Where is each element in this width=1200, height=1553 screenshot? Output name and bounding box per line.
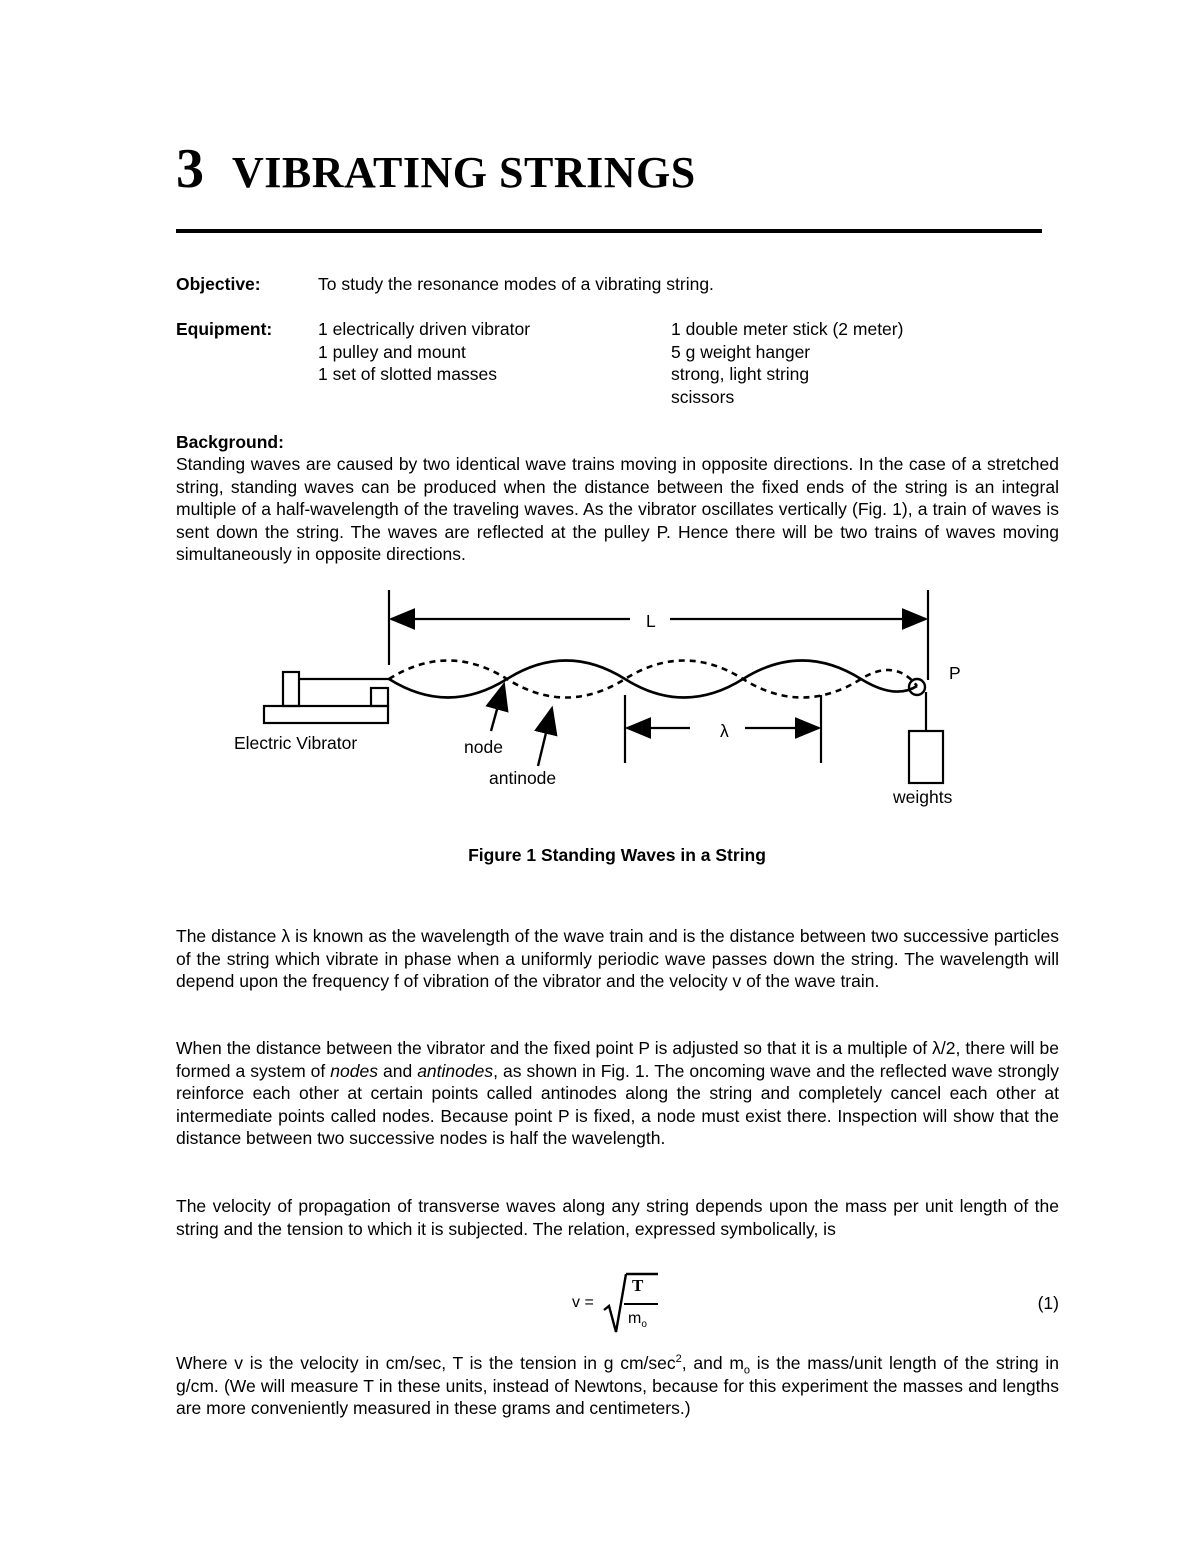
units-superscript: 2 [675, 1353, 682, 1366]
units-subscript: o [743, 1364, 751, 1377]
background-label: Background: [176, 432, 284, 452]
label-lambda: λ [720, 721, 729, 741]
velocity-paragraph: The velocity of propagation of transverse waves along any string depends upon the mass per unit length of the string and the tension to which it is subjected. The relation, expressed symbolically, is [176, 1196, 1059, 1239]
equation-denominator: $m_o$ [628, 1310, 647, 1331]
vibrator-post [283, 672, 299, 706]
equation-lhs: v = [572, 1294, 594, 1311]
weights-block [909, 731, 943, 783]
label-vibrator: Electric Vibrator [234, 733, 358, 753]
antinode-pointer [538, 708, 552, 766]
label-p: P [949, 663, 961, 683]
label-node: node [464, 737, 503, 757]
equation-numerator: T [632, 1276, 644, 1295]
units-text-a: Where v is the velocity in cm/sec, T is the tension in g cm/sec [176, 1353, 676, 1373]
nodes-text-b: and [377, 1060, 418, 1081]
figure-caption: Figure 1 Standing Waves in a String [468, 845, 766, 865]
equipment-item: 1 electrically driven vibrator [318, 319, 531, 339]
equipment-item: scissors [671, 386, 735, 407]
units-text-b: , and m [681, 1353, 744, 1373]
objective-label: Objective: [176, 274, 261, 294]
units-paragraph [176, 1352, 1059, 1420]
units-text-c: is the mass/unit length of the string in g/cm. (We will measure T in these units, instead of Newtons, because for this experiment the masses and lengths are more conveniently measured in these grams and centimeters.) [176, 1353, 1059, 1418]
fraction-bar [624, 1302, 658, 1306]
label-antinode: antinode [489, 768, 557, 788]
equipment-item: 1 pulley and mount [318, 341, 466, 362]
nodes-paragraph [176, 1037, 1059, 1150]
velocity-equation [572, 1270, 692, 1340]
chapter-number: 3 [176, 138, 204, 200]
node-pointer [491, 684, 504, 731]
nodes-text-a: When the distance between the vibrator and the fixed point P is adjusted so that it is a multiple of λ/2, there will be formed a system of [176, 1038, 1059, 1081]
objective-text: To study the resonance modes of a vibrating string. [318, 274, 714, 294]
wavelength-paragraph: The distance λ is known as the wavelength of the wave train and is the distance between two successive particles of the string which vibrate in phase when a uniformly periodic wave passes down the string. The wavelength will depend upon the frequency f of vibration of the vibrator and the velocity v of the wave train. [176, 926, 1059, 991]
equipment-label: Equipment: [176, 319, 273, 339]
background-paragraph: Standing waves are caused by two identical wave trains moving in opposite directions. In the case of a stretched string, standing waves can be produced when the distance between the fixed ends of the string is an integral multiple of a half-wavelength of the traveling waves. As the vibrator oscillates vertically (Fig. 1), a train of waves is sent down the string. The waves are reflected at the pulley P. Hence there will be two trains of waves moving simultaneously in opposite directions. [176, 454, 1059, 564]
label-l: L [646, 611, 656, 631]
label-weights: weights [893, 787, 953, 807]
chapter-heading: VIBRATING STRINGS [232, 148, 696, 197]
equation-number: (1) [1037, 1293, 1059, 1313]
equipment-item: strong, light string [671, 364, 810, 384]
equipment-item: 1 set of slotted masses [318, 364, 497, 384]
vibrator-block [371, 688, 388, 706]
vibrator-base [264, 706, 388, 723]
nodes-term: nodes [330, 1060, 378, 1081]
equipment-item: 5 g weight hanger [671, 341, 811, 362]
nodes-text-c: , as shown in Fig. 1. The oncoming wave and the reflected wave strongly reinforce each other at certain points called antinodes along the string and completely cancel each other at intermediate points called nodes. Because point P is fixed, a node must exist there. Inspection will show that the distance between two successive nodes is half the wavelength. [176, 1060, 1059, 1148]
antinodes-term: antinodes [417, 1060, 494, 1081]
equipment-item: 1 double meter stick (2 meter) [671, 319, 904, 339]
